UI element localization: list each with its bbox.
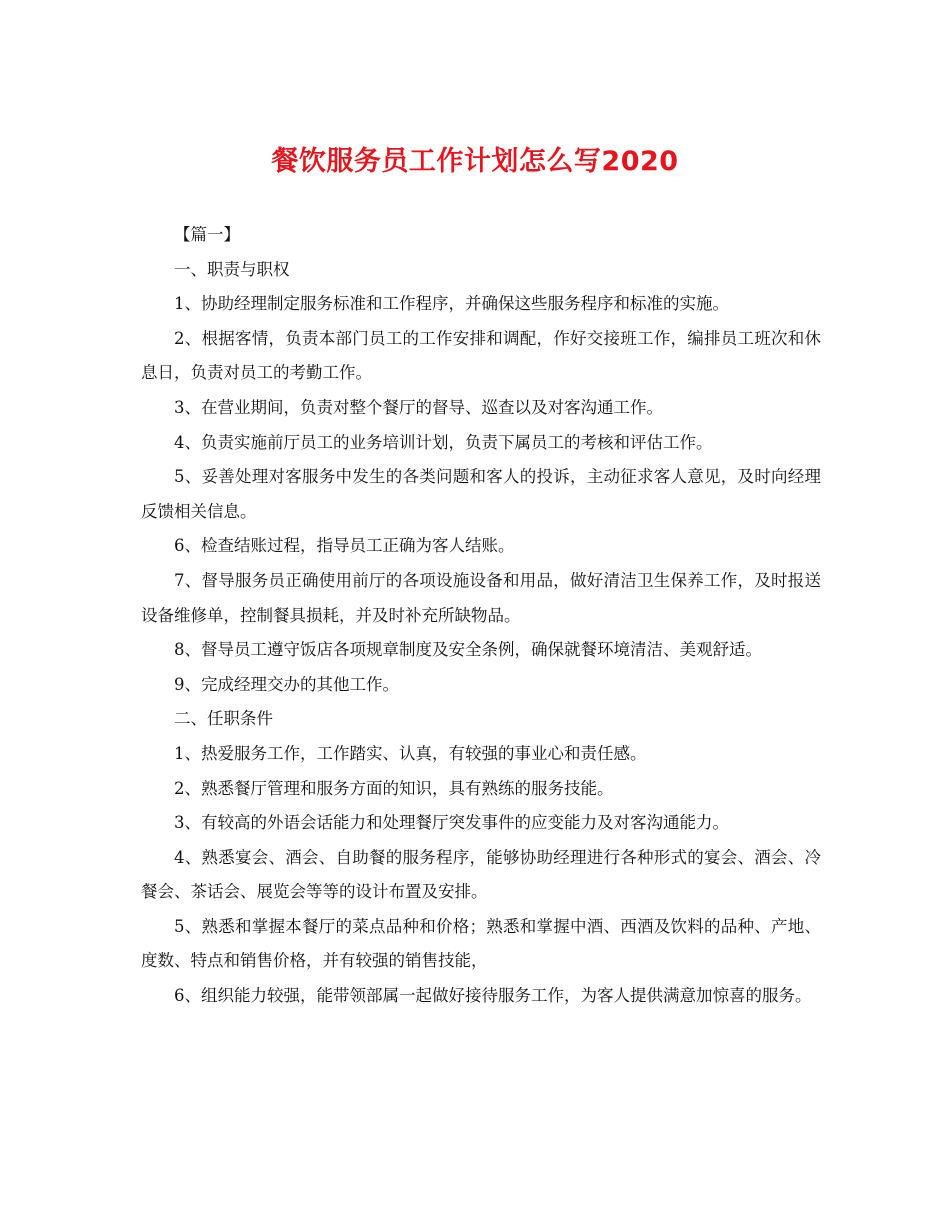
- requirement-item-1: 1、热爱服务工作，工作踏实、认真，有较强的事业心和责任感。: [174, 743, 647, 763]
- requirement-item-3: 3、有较高的外语会话能力和处理餐厅突发事件的应变能力及对客沟通能力。: [174, 813, 729, 833]
- requirement-item-5: 5、熟悉和掌握本餐厅的菜点品种和价格；熟悉和掌握中酒、西酒及饮料的品种、产地、度数、特点和销售价格，并有较强的销售技能，: [141, 916, 821, 971]
- requirement-item-4: 4、熟悉宴会、酒会、自助餐的服务程序，能够协助经理进行各种形式的宴会、酒会、冷餐会、茶话会、展览会等等的设计布置及安排。: [141, 847, 821, 902]
- duty-item-1: 1、协助经理制定服务标准和工作程序，并确保这些服务程序和标准的实施。: [174, 294, 729, 314]
- duty-item-8: 8、督导员工遵守饭店各项规章制度及安全条例，确保就餐环境清洁、美观舒适。: [174, 640, 762, 660]
- duty-item-6: 6、检查结账过程，指导员工正确为客人结账。: [174, 536, 515, 556]
- duty-item-5: 5、妥善处理对客服务中发生的各类问题和客人的投诉，主动征求客人意见，及时向经理反馈相关信息。: [141, 467, 821, 521]
- requirement-item-2: 2、熟悉餐厅管理和服务方面的知识，具有熟练的服务技能。: [174, 778, 614, 798]
- section-heading-part-one: 【篇一】: [174, 225, 240, 244]
- duty-item-7: 7、督导服务员正确使用前厅的各项设施设备和用品，做好清洁卫生保养工作，及时报送设备维修单，控制餐具损耗，并及时补充所缺物品。: [141, 570, 821, 625]
- document-title: 餐饮服务员工作计划怎么写2020: [271, 146, 679, 177]
- duty-item-4: 4、负责实施前厅员工的业务培训计划，负责下属员工的考核和评估工作。: [174, 432, 713, 452]
- duty-item-9: 9、完成经理交办的其他工作。: [174, 674, 399, 694]
- section-heading-requirements: 二、任职条件: [174, 709, 273, 729]
- document-body: [141, 218, 821, 1014]
- duty-item-2: 2、根据客情，负责本部门员工的工作安排和调配，作好交接班工作，编排员工班次和休息日，负责对员工的考勤工作。: [141, 328, 821, 383]
- duty-item-3: 3、在营业期间，负责对整个餐厅的督导、巡查以及对客沟通工作。: [174, 397, 663, 417]
- requirement-item-6: 6、组织能力较强，能带领部属一起做好接待服务工作，为客人提供满意加惊喜的服务。: [174, 986, 812, 1006]
- section-heading-duties: 一、职责与职权: [174, 259, 290, 279]
